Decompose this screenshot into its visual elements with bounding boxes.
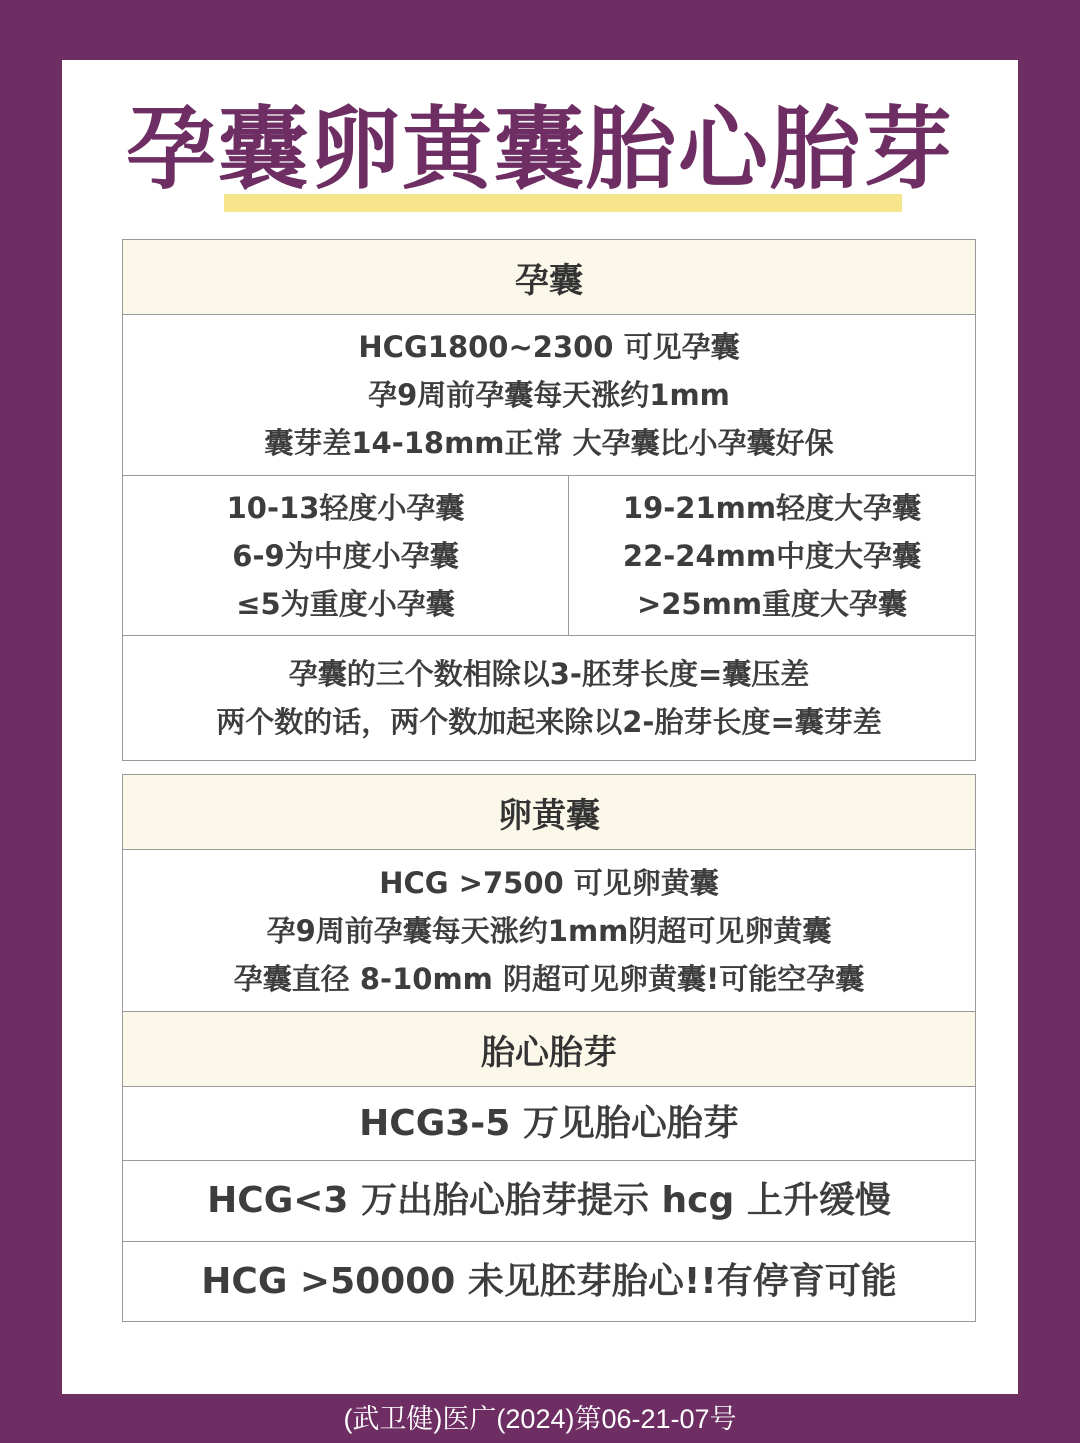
formula-line: 孕囊的三个数相除以3-胚芽长度=囊压差 [288, 657, 810, 691]
yolk-sac-line: 孕9周前孕囊每天涨约1mm阴超可见卵黄囊 [266, 913, 832, 948]
small-sac-cell [123, 476, 569, 636]
large-sac-line: >25mm重度大孕囊 [636, 586, 908, 621]
yolk-sac-cell [123, 850, 976, 1012]
heartbeat-row [123, 1242, 976, 1322]
large-sac-line: 19-21mm轻度大孕囊 [622, 490, 922, 525]
gestational-sac-intro [123, 315, 976, 476]
gestational-sac-header: 孕囊 [123, 240, 976, 315]
small-sac-line: 6-9为中度小孕囊 [232, 538, 459, 573]
intro-line: 囊芽差14-18mm正常 大孕囊比小孕囊好保 [264, 426, 834, 460]
large-sac-cell [569, 476, 976, 636]
heartbeat-header: 胎心胎芽 [123, 1012, 976, 1087]
heartbeat-text: HCG >50000 未见胚芽胎心!!有停育可能 [201, 1260, 897, 1302]
heartbeat-text: HCG<3 万出胎心胎芽提示 hcg 上升缓慢 [207, 1180, 891, 1221]
formula-line: 两个数的话，两个数加起来除以2-胎芽长度=囊芽差 [216, 705, 882, 739]
yolk-sac-line: 孕囊直径 8-10mm 阴超可见卵黄囊!可能空孕囊 [233, 961, 865, 996]
intro-line: HCG1800~2300 可见孕囊 [358, 330, 740, 364]
large-sac-line: 22-24mm中度大孕囊 [622, 538, 922, 573]
yolk-sac-line: HCG >7500 可见卵黄囊 [379, 865, 719, 900]
heartbeat-text: HCG3-5 万见胎心胎芽 [359, 1102, 739, 1144]
page-title: 孕囊卵黄囊胎心胎芽 [126, 97, 954, 202]
approval-number: (武卫健)医广(2024)第06-21-07号 [343, 1404, 737, 1434]
gestational-sac-table [122, 239, 976, 761]
small-sac-line: ≤5为重度小孕囊 [236, 586, 455, 621]
small-sac-line: 10-13轻度小孕囊 [226, 490, 465, 525]
formula-cell [123, 636, 976, 761]
heartbeat-row [123, 1161, 976, 1242]
intro-line: 孕9周前孕囊每天涨约1mm [368, 378, 730, 412]
yolk-sac-heartbeat-table [122, 774, 976, 1322]
yolk-sac-header: 卵黄囊 [123, 775, 976, 850]
heartbeat-row [123, 1087, 976, 1161]
